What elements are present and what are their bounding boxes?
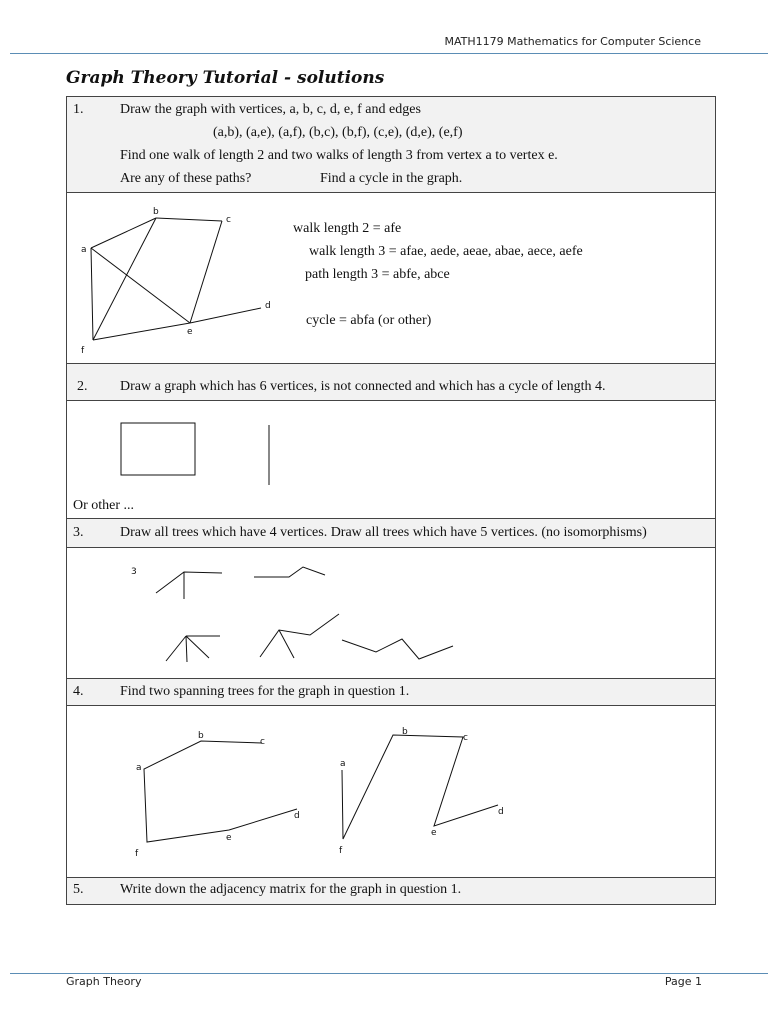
page-title: Graph Theory Tutorial - solutions <box>66 68 385 88</box>
question-2-number: 2. <box>77 379 88 394</box>
answer-cycle: cycle = abfa (or other) <box>306 313 432 328</box>
vertex-label-c: c <box>226 215 231 225</box>
answer-walk-length-2: walk length 2 = afe <box>293 221 402 236</box>
question-3-text: Draw all trees which have 4 vertices. Draw all trees which have 5 vertices. (no isomorphisms) <box>120 525 647 540</box>
question-5 <box>66 877 716 905</box>
tree1-label-f: f <box>135 849 139 859</box>
answer-2 <box>66 400 716 519</box>
vertex-label-d: d <box>265 301 271 311</box>
question-1-line-4b: Find a cycle in the graph. <box>320 171 463 186</box>
question-3 <box>66 518 716 548</box>
answer-walk-length-3: walk length 3 = afae, aede, aeae, abae, aece, aefe <box>309 244 583 259</box>
question-1-line-3: Find one walk of length 2 and two walks of length 3 from vertex a to vertex e. <box>120 148 558 163</box>
question-1 <box>66 96 716 193</box>
tree-5-star-leg-1 <box>166 636 186 661</box>
trees-diagram <box>67 548 717 680</box>
question-5-number: 5. <box>73 882 84 897</box>
header-course: MATH1179 Mathematics for Computer Science <box>444 35 701 48</box>
tree1-label-c: c <box>260 737 265 747</box>
spanning-trees-diagram <box>67 706 717 879</box>
vertex-label-b: b <box>153 207 159 217</box>
tree2-label-a: a <box>340 759 346 769</box>
question-5-text: Write down the adjacency matrix for the graph in question 1. <box>120 882 462 897</box>
question-1-line-4a: Are any of these paths? <box>120 171 252 186</box>
tree-4-star-arm <box>156 572 222 593</box>
question-1-line-1: Draw the graph with vertices, a, b, c, d, e, f and edges <box>120 102 421 117</box>
footer-rule <box>10 973 768 974</box>
tree-5-star-leg-3 <box>186 636 209 658</box>
cycle-of-length-4 <box>121 423 195 475</box>
tree2-label-d: d <box>498 807 504 817</box>
question-3-number: 3. <box>73 525 84 540</box>
answer-4 <box>66 705 716 878</box>
question-1-number: 1. <box>73 102 84 117</box>
tree1-label-d: d <box>294 811 300 821</box>
question-2 <box>66 363 716 401</box>
edge-de <box>190 308 261 323</box>
vertex-label-e: e <box>187 327 193 337</box>
answer-path-length-3: path length 3 = abfe, abce <box>305 267 450 282</box>
edge-bc <box>156 218 222 221</box>
graph-q2-diagram <box>67 401 717 520</box>
question-4 <box>66 678 716 706</box>
tree2-label-f: f <box>339 846 343 856</box>
footer-left: Graph Theory <box>66 975 142 988</box>
tree-5-branch-main <box>260 614 339 657</box>
tree-5-path <box>342 639 453 659</box>
tree1-label-e: e <box>226 833 232 843</box>
edge-ae <box>91 248 190 323</box>
edge-ab <box>91 218 156 248</box>
edge-ce <box>190 221 222 323</box>
footer-page-number: Page 1 <box>664 975 702 988</box>
edge-af <box>91 248 93 340</box>
answer-1 <box>66 192 716 364</box>
tree2-label-c: c <box>463 733 468 743</box>
answer-3 <box>66 547 716 679</box>
spanning-tree-2 <box>342 735 498 839</box>
question-4-text: Find two spanning trees for the graph in question 1. <box>120 684 410 699</box>
tree1-label-b: b <box>198 731 204 741</box>
vertex-label-a: a <box>81 245 87 255</box>
tree2-label-e: e <box>431 828 437 838</box>
question-1-edges: (a,b), (a,e), (a,f), (b,c), (b,f), (c,e), (d,e), (e,f) <box>213 125 463 140</box>
header-rule <box>10 53 768 54</box>
tree-annotation: 3 <box>131 567 137 577</box>
vertex-label-f: f <box>81 346 85 356</box>
edge-ef <box>93 323 190 340</box>
answer-2-note: Or other ... <box>73 498 135 513</box>
question-2-text: Draw a graph which has 6 vertices, is not connected and which has a cycle of length 4. <box>120 379 606 394</box>
spanning-tree-1 <box>144 741 297 842</box>
tree2-label-b: b <box>402 727 408 737</box>
tree1-label-a: a <box>136 763 142 773</box>
tree-5-branch-leg <box>279 630 294 658</box>
tree-5-star-leg-2 <box>186 636 187 662</box>
tree-4-path <box>254 567 325 577</box>
question-4-number: 4. <box>73 684 84 699</box>
edge-bf <box>93 218 156 340</box>
